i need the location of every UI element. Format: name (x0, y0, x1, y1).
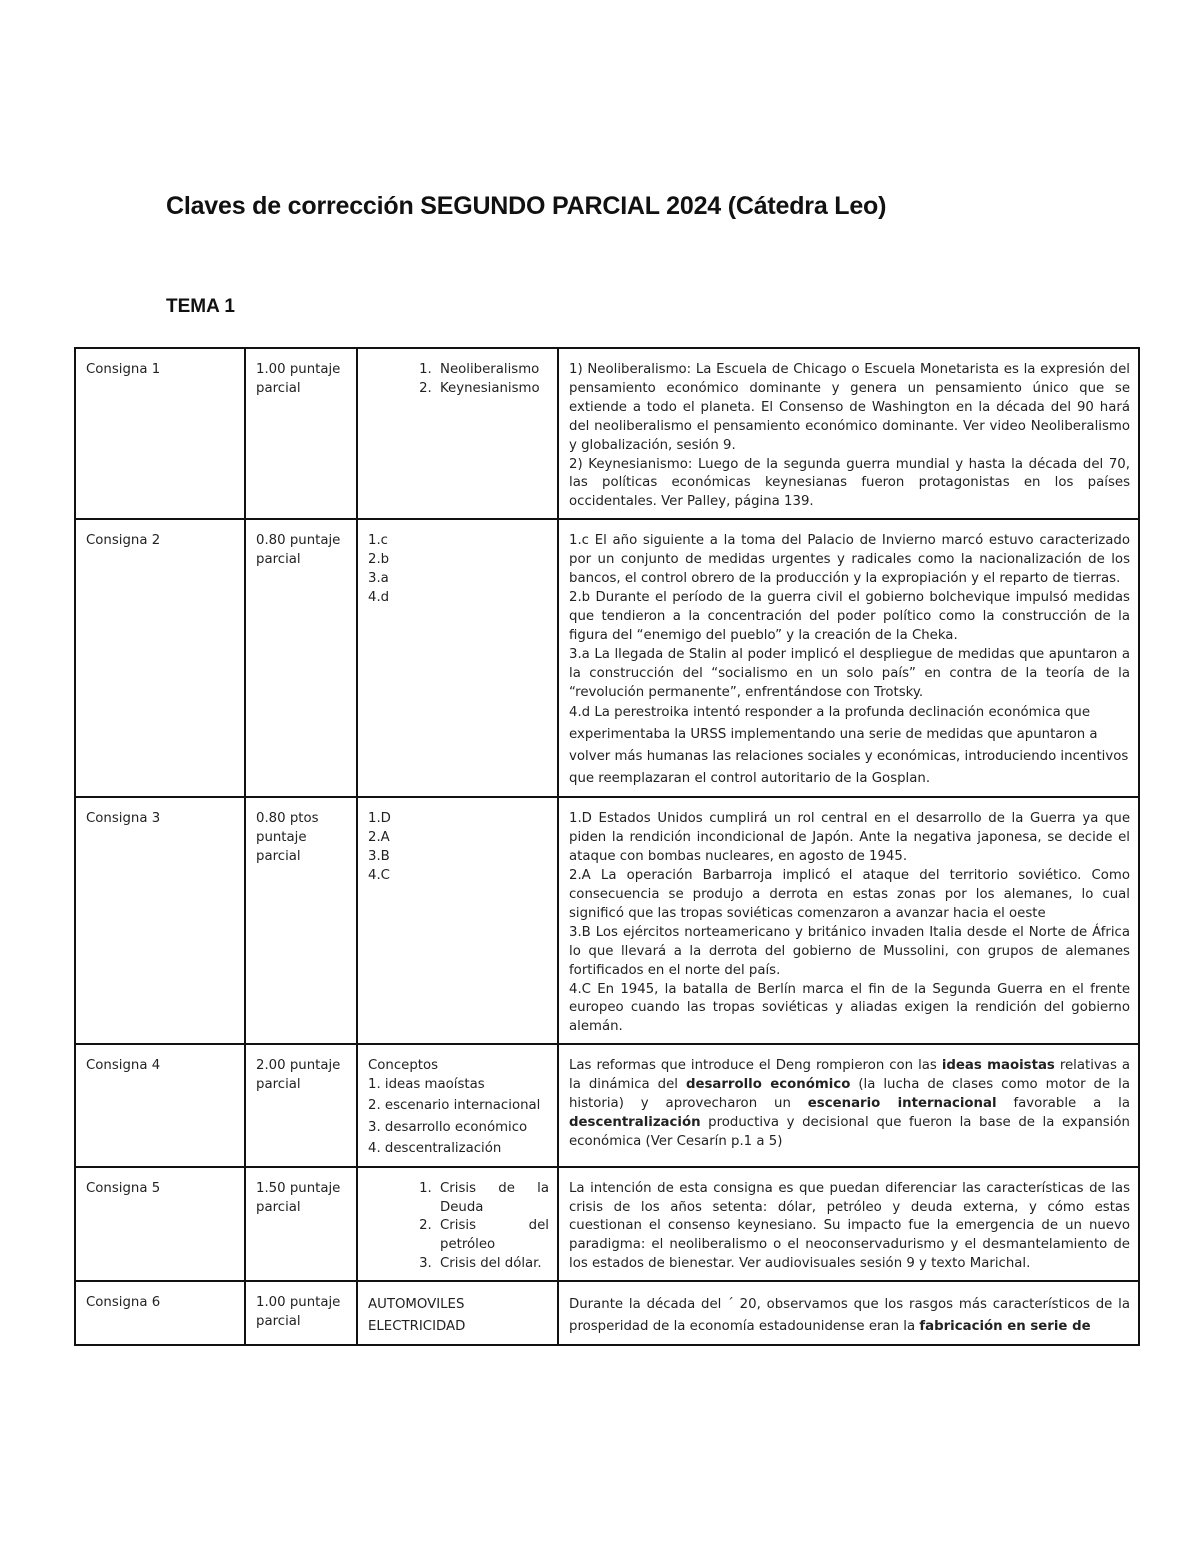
bold-term: fabricación en serie de (919, 1319, 1091, 1335)
respuestas-cell (357, 1044, 558, 1166)
desarrollo-cell (558, 1044, 1139, 1166)
list-item: 2. escenario internacional (368, 1098, 541, 1114)
answer-list (368, 1180, 549, 1275)
text-run: Durante la década del ´ 20, observamos que los rasgos más característicos de la prosperidad de la economía estadounidense eran la (569, 1297, 1130, 1335)
list-item: ELECTRICIDAD (368, 1318, 466, 1334)
table-row (75, 348, 1139, 519)
section-title: TEMA 1 (166, 296, 235, 317)
list-item: 3. desarrollo económico (368, 1119, 528, 1135)
puntaje-cell: 1.00 puntaje parcial (245, 348, 357, 519)
list-item: 1.D (368, 811, 391, 827)
list-item: 4. descentralización (368, 1141, 502, 1157)
paragraph: 1) Neoliberalismo: La Escuela de Chicago o Escuela Monetarista es la expresión del pensamiento económico dominante y genera un pensamiento único que se extiende a todo el planeta. El Consenso de Washington en la década del 90 hará del neoliberalismo el pensamiento económico dominante. Ver video Neoliberalismo y globalización, sesión 9. (569, 362, 1130, 453)
list-item: 2.b (368, 552, 390, 568)
list-item: 1. Neoliberalismo (436, 361, 549, 380)
list-item: 3.B (368, 849, 390, 865)
consigna-cell: Consigna 1 (75, 348, 245, 519)
table-row (75, 1167, 1139, 1282)
document-title: Claves de corrección SEGUNDO PARCIAL 2024 (Cátedra Leo) (166, 192, 887, 220)
list-item: 3. Crisis del dólar. (436, 1255, 549, 1274)
bold-term: ideas maoistas (941, 1058, 1055, 1074)
desarrollo-cell (558, 1167, 1139, 1282)
list-item: 4.C (368, 868, 390, 884)
respuestas-cell (357, 519, 558, 797)
respuestas-cell (357, 1281, 558, 1345)
desarrollo-cell (558, 519, 1139, 797)
paragraph: 4.C En 1945, la batalla de Berlín marca el fin de la Segunda Guerra en el frente europeo cuando las tropas soviéticas y aliadas exigen la rendición del gobierno alemán. (569, 981, 1130, 1035)
answer-list (368, 361, 549, 399)
puntaje-cell: 0.80 ptos puntaje parcial (245, 797, 357, 1044)
respuestas-cell (357, 797, 558, 1044)
text-run: relativas a la dinámica del (569, 1058, 1130, 1093)
text-run: (la lucha de clases como motor de la historia) y aprovecharon un (569, 1077, 1131, 1112)
table-row (75, 519, 1139, 797)
list-item: 1.c (368, 533, 388, 549)
respuestas-cell (357, 348, 558, 519)
list-item: 1. ideas maoístas (368, 1077, 485, 1093)
text-run: favorable a la (996, 1096, 1130, 1112)
puntaje-cell: 0.80 puntaje parcial (245, 519, 357, 797)
consigna-cell: Consigna 3 (75, 797, 245, 1044)
bold-term: descentralización (569, 1115, 701, 1130)
answer-key-table (74, 347, 1140, 1346)
text-run: productiva y decisional que fueron la base de la expansión económica (Ver Cesarín p.1 a 5) (569, 1115, 1130, 1149)
text-run: Las reformas que introduce el Deng rompieron con las (569, 1058, 942, 1074)
consigna-cell: Consigna 6 (75, 1281, 245, 1345)
puntaje-cell: 1.50 puntaje parcial (245, 1167, 357, 1282)
table-row (75, 1044, 1139, 1166)
consigna-cell: Consigna 5 (75, 1167, 245, 1282)
list-item: 2. Crisis del petróleo (436, 1217, 549, 1255)
paragraph: 2) Keynesianismo: Luego de la segunda guerra mundial y hasta la década del 70, las políticas económicas keynesianas fueron protagonistas en los países occidentales. Ver Palley, página 139. (569, 456, 1130, 510)
concepts-heading: Conceptos (368, 1058, 439, 1074)
puntaje-cell: 1.00 puntaje parcial (245, 1281, 357, 1345)
desarrollo-cell (558, 1281, 1139, 1345)
paragraph (569, 1294, 1130, 1338)
desarrollo-cell (558, 797, 1139, 1044)
paragraph: 2.b Durante el período de la guerra civil el gobierno bolchevique impulsó medidas que tendieron a la concentración del poder político como la construcción de la figura del “enemigo del pueblo” y la creación de la Cheka. (569, 589, 1130, 643)
list-item: AUTOMOVILES (368, 1297, 465, 1313)
paragraph (569, 1057, 1130, 1152)
list-item: 1. Crisis de la Deuda (436, 1180, 549, 1218)
list-item: 4.d (368, 589, 390, 605)
table-row (75, 797, 1139, 1044)
respuestas-cell (357, 1167, 558, 1282)
paragraph: 3.a La llegada de Stalin al poder implicó el despliegue de medidas que apuntaron a la construcción del “socialismo en un solo país” en contra de la teoría de la “revolución permanente”, enfrentándose con Trotsky. (569, 646, 1130, 700)
consigna-cell: Consigna 2 (75, 519, 245, 797)
paragraph: 4.d La perestroika intentó responder a la profunda declinación económica que experimentaba la URSS implementando una serie de medidas que apuntaron a volver más humanas las relaciones sociales y económicas, introduciendo incentivos que reemplazaran el control autoritario de la Gosplan. (569, 705, 1129, 787)
desarrollo-cell (558, 348, 1139, 519)
puntaje-cell: 2.00 puntaje parcial (245, 1044, 357, 1166)
list-item: 3.a (368, 571, 389, 587)
paragraph: 1.D Estados Unidos cumplirá un rol central en el desarrollo de la Guerra ya que piden la rendición incondicional de Japón. Ante la negativa japonesa, se decide el ataque con bombas nucleares, en agosto de 1945. (569, 811, 1130, 865)
bold-term: desarrollo económico (685, 1077, 851, 1093)
bold-term: escenario internacional (807, 1096, 997, 1112)
list-item: 2.A (368, 830, 390, 846)
paragraph: La intención de esta consigna es que puedan diferenciar las características de las crisis de los años setenta: dólar, petróleo y deuda externa, y cómo estas cuestionan el consenso keynesiano. Su impacto fue la emergencia de un nuevo paradigma: el neoliberalismo o el neoconservadurismo y el desmantelamiento de los estados de bienestar. Ver audiovisuales sesión 9 y texto Marichal. (569, 1180, 1130, 1272)
paragraph: 2.A La operación Barbarroja implicó el ataque del territorio soviético. Como consecuencia se produjo a derrota en estas zonas por los alemanes, lo cual significó que las tropas soviéticas comenzaron a avanzar hacia el oeste (569, 868, 1130, 921)
table-row (75, 1281, 1139, 1345)
list-item: 2. Keynesianismo (436, 380, 549, 399)
paragraph: 3.B Los ejércitos norteamericano y británico invaden Italia desde el Norte de África lo que llevará a la derrota del gobierno de Mussolini, con grupos de alemanes fortificados en el norte del país. (569, 924, 1130, 978)
paragraph: 1.c El año siguiente a la toma del Palacio de Invierno marcó estuvo caracterizado por un conjunto de medidas urgentes y radicales como la nacionalización de los bancos, el control obrero de la producción y la expropiación y el reparto de tierras. (569, 533, 1130, 587)
consigna-cell: Consigna 4 (75, 1044, 245, 1166)
